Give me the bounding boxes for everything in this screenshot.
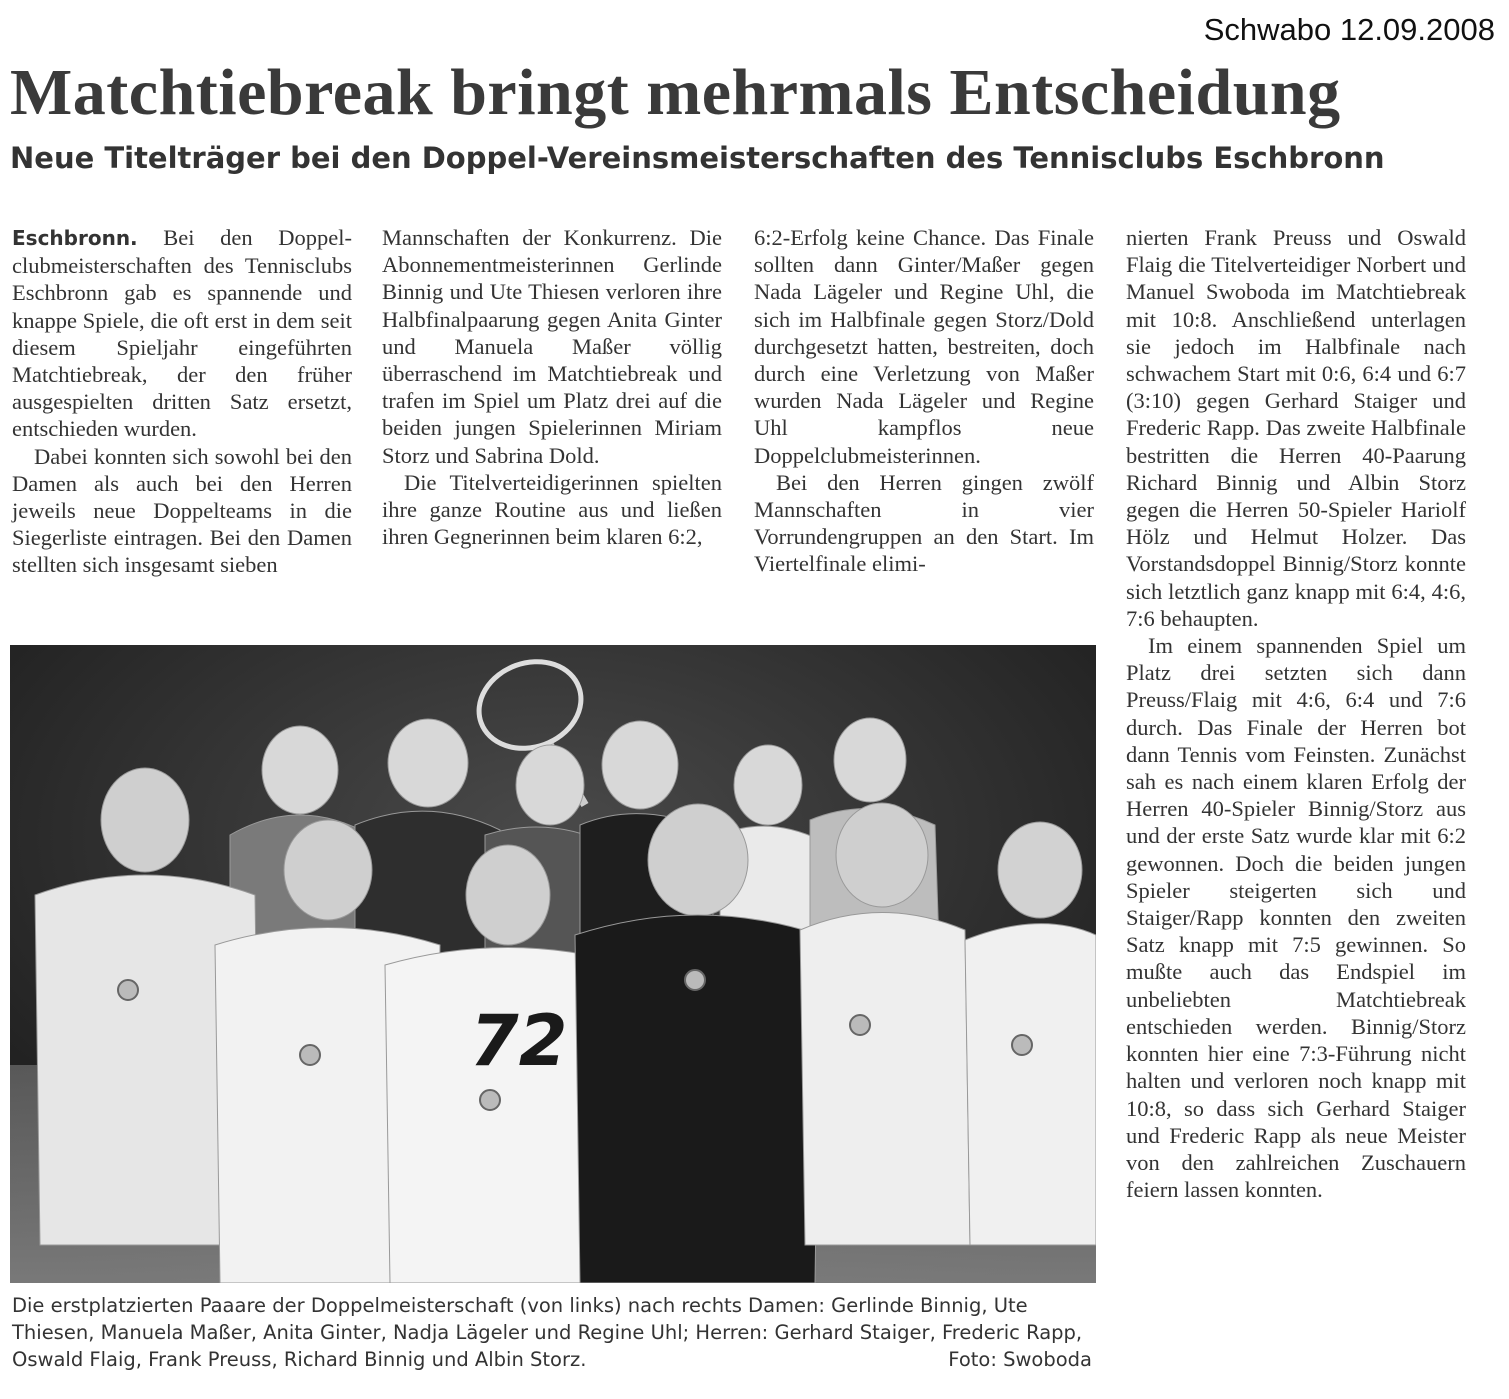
col1-paragraph-1: Bei den Doppel-clubmeisterschaften des Tennisclubs Eschbronn gab es spannende und knappe Spiele, die oft erst in dem seit diesem Spieljahr eingeführten Matchtiebreak, der den früher ausgespielten dritten Satz ersetzt, entschieden wurden. [12, 225, 352, 442]
headline: Matchtiebreak bringt mehrmals Entscheidung [10, 56, 1341, 129]
subheadline: Neue Titelträger bei den Doppel-Vereinsmeisterschaften des Tennisclubs Eschbronn [10, 141, 1385, 175]
col3-paragraph-1: 6:2-Erfolg keine Chance. Das Finale sollten dann Ginter/Maßer gegen Nada Lägeler und Regine Uhl, die sich im Halbfinale gegen Storz/Dold durchgesetzt hatten, bestreiten, doch durch eine Verletzung von Maßer wurden Nada Lägeler und Regine Uhl kampflos neue Doppelclubmeisterinnen. [754, 225, 1094, 468]
dateline: Eschbronn. [12, 226, 138, 250]
col2-paragraph-2: Die Titelverteidigerinnen spielten ihre ganze Routine aus und ließen ihren Gegnerinnen beim klaren 6:2, [382, 469, 722, 550]
article-column-2 [382, 224, 722, 550]
photo-credit: Foto: Swoboda [948, 1348, 1092, 1371]
col1-paragraph-2: Dabei konnten sich sowohl bei den Damen als auch bei den Herren jeweils neue Doppelteams in die Siegerliste eintragen. Bei den Damen stellten sich insgesamt sieben [12, 443, 352, 578]
team-photo-illustration [10, 645, 1096, 1283]
article-column-4 [1126, 224, 1466, 1203]
col2-paragraph-1: Mannschaften der Konkurrenz. Die Abonnementmeisterinnen Gerlinde Binnig und Ute Thiesen verloren ihre Halbfinalpaarung gegen Anita Ginter und Manuela Maßer völlig überraschend im Matchtiebreak und trafen im Spiel um Platz drei auf die beiden jungen Spielerinnen Miriam Storz und Sabrina Dold. [382, 225, 722, 468]
photo-caption [12, 1292, 1092, 1373]
shirt-number: 72 [470, 1000, 568, 1082]
col4-paragraph-2: Im einem spannenden Spiel um Platz drei setzten sich dann Preuss/Flaig mit 4:6, 6:4 und 7:6 durch. Das Finale der Herren bot dann Tennis vom Feinsten. Zunächst sah es nach einem klaren Erfolg der Herren 40-Spieler Binnig/Storz aus und der erste Satz wurde klar mit 6:2 gewonnen. Doch die beiden jungen Spieler steigerten sich und Staiger/Rapp konnten den zweiten Satz knapp mit 7:5 gewinnen. So mußte auch das Endspiel im unbeliebten Matchtiebreak entschieden werden. Binnig/Storz konnten hier eine 7:3-Führung nicht halten und verloren noch knapp mit 10:8, so dass sich Gerhard Staiger und Frederic Rapp als neue Meister von den zahlreichen Zuschauern feiern lassen konnten. [1126, 633, 1466, 1203]
team-photo [10, 645, 1096, 1283]
col3-paragraph-2: Bei den Herren gingen zwölf Mannschaften in vier Vorrundengruppen an den Start. Im Viertelfinale elimi- [754, 469, 1094, 577]
caption-text: Die erstplatzierten Paaare der Doppelmeisterschaft (von links) nach rechts Damen: Gerlinde Binnig, Ute Thiesen, Manuela Maßer, Anita Ginter, Nadja Lägeler und Regine Uhl; Herren: Gerhard Staiger, Frederic Rapp, Oswald Flaig, Frank Preuss, Richard Binnig und Albin Storz. [12, 1294, 1083, 1371]
article-column-3 [754, 224, 1094, 578]
article-column-1 [12, 224, 352, 579]
col4-paragraph-1: nierten Frank Preuss und Oswald Flaig die Titelverteidiger Norbert und Manuel Swoboda im Matchtiebreak mit 10:8. Anschließend unterlagen sie jedoch im Halbfinale nach schwachem Start mit 0:6, 6:4 und 6:7 (3:10) gegen Gerhard Staiger und Frederic Rapp. Das zweite Halbfinale bestritten die Herren 40-Paarung Richard Binnig und Albin Storz gegen die Herren 50-Spieler Hariolf Hölz und Helmut Holzer. Das Vorstandsdoppel Binnig/Storz konnte sich letztlich ganz knapp mit 6:4, 4:6, 7:6 behaupten. [1126, 225, 1466, 631]
source-label: Schwabo 12.09.2008 [1203, 12, 1495, 47]
